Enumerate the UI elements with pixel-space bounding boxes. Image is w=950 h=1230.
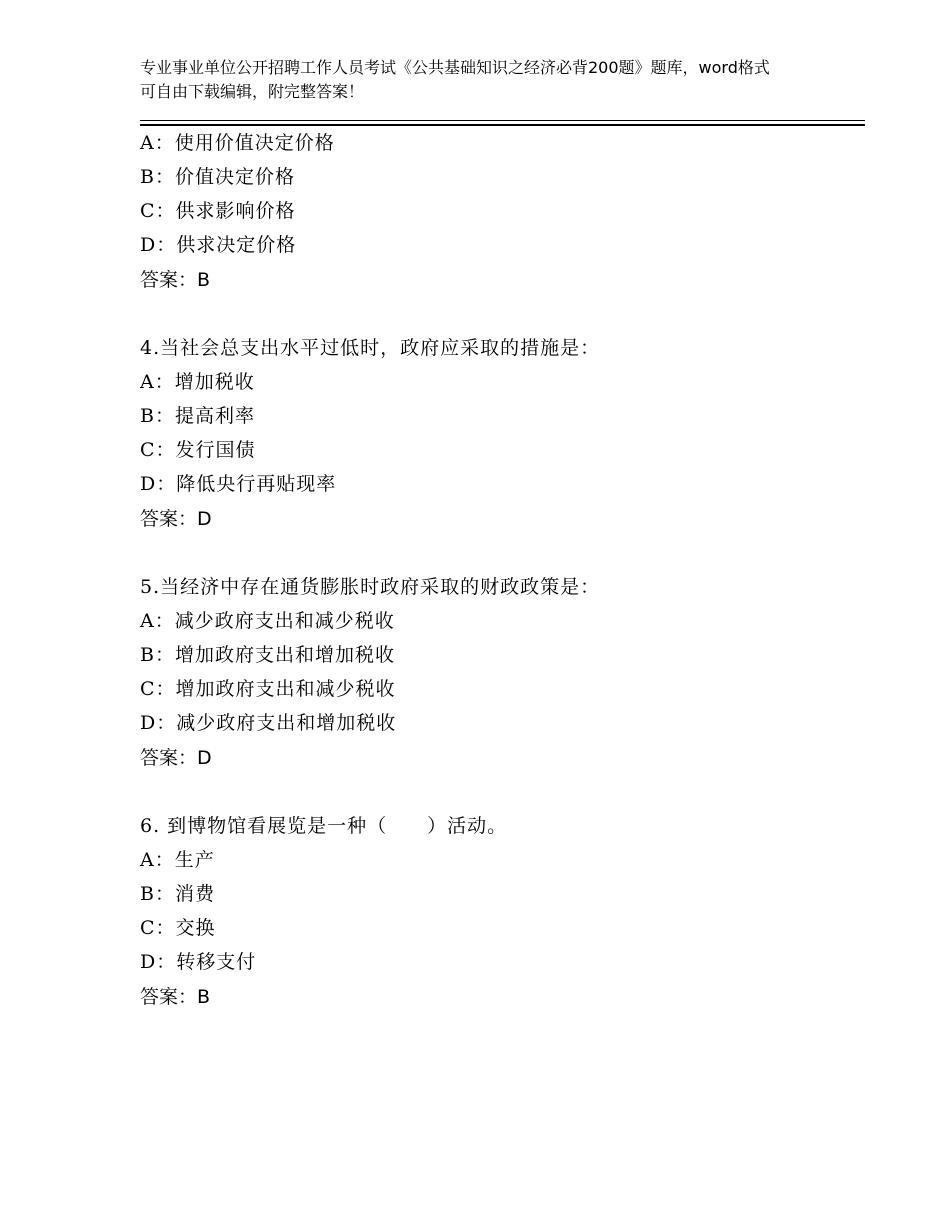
q5-answer: 答案：D (140, 747, 212, 769)
q4-option-a: A：增加税收 (140, 371, 255, 393)
header-divider-thick (140, 124, 865, 126)
q3-option-b: B：价值决定价格 (140, 166, 295, 188)
q6-question: 6. 到博物馆看展览是一种（ ）活动。 (140, 815, 508, 837)
q4-option-d: D：降低央行再贴现率 (140, 473, 337, 495)
q3-option-d: D：供求决定价格 (140, 234, 297, 256)
q3-option-c: C：供求影响价格 (140, 200, 296, 222)
q5-option-d: D：减少政府支出和增加税收 (140, 712, 397, 734)
q6-option-b: B：消费 (140, 883, 215, 905)
header-divider-thin (140, 120, 865, 121)
q6-option-c: C：交换 (140, 917, 216, 939)
q5-option-b: B：增加政府支出和增加税收 (140, 644, 395, 666)
q4-option-c: C：发行国债 (140, 439, 256, 461)
q6-option-a: A：生产 (140, 849, 215, 871)
q6-option-d: D：转移支付 (140, 951, 257, 973)
q3-option-a: A：使用价值决定价格 (140, 132, 335, 154)
document-header: 专业事业单位公开招聘工作人员考试《公共基础知识之经济必背200题》题库，word格式可自由下载编辑，附完整答案！ (140, 58, 770, 101)
q4-answer: 答案：D (140, 508, 212, 530)
q4-option-b: B：提高利率 (140, 405, 255, 427)
q5-option-a: A：减少政府支出和减少税收 (140, 610, 395, 632)
q3-answer: 答案：B (140, 269, 211, 291)
q5-option-c: C：增加政府支出和减少税收 (140, 678, 396, 700)
q4-question: 4.当社会总支出水平过低时，政府应采取的措施是： (140, 337, 601, 359)
q6-answer: 答案：B (140, 986, 211, 1008)
q5-question: 5.当经济中存在通货膨胀时政府采取的财政政策是： (140, 576, 601, 598)
